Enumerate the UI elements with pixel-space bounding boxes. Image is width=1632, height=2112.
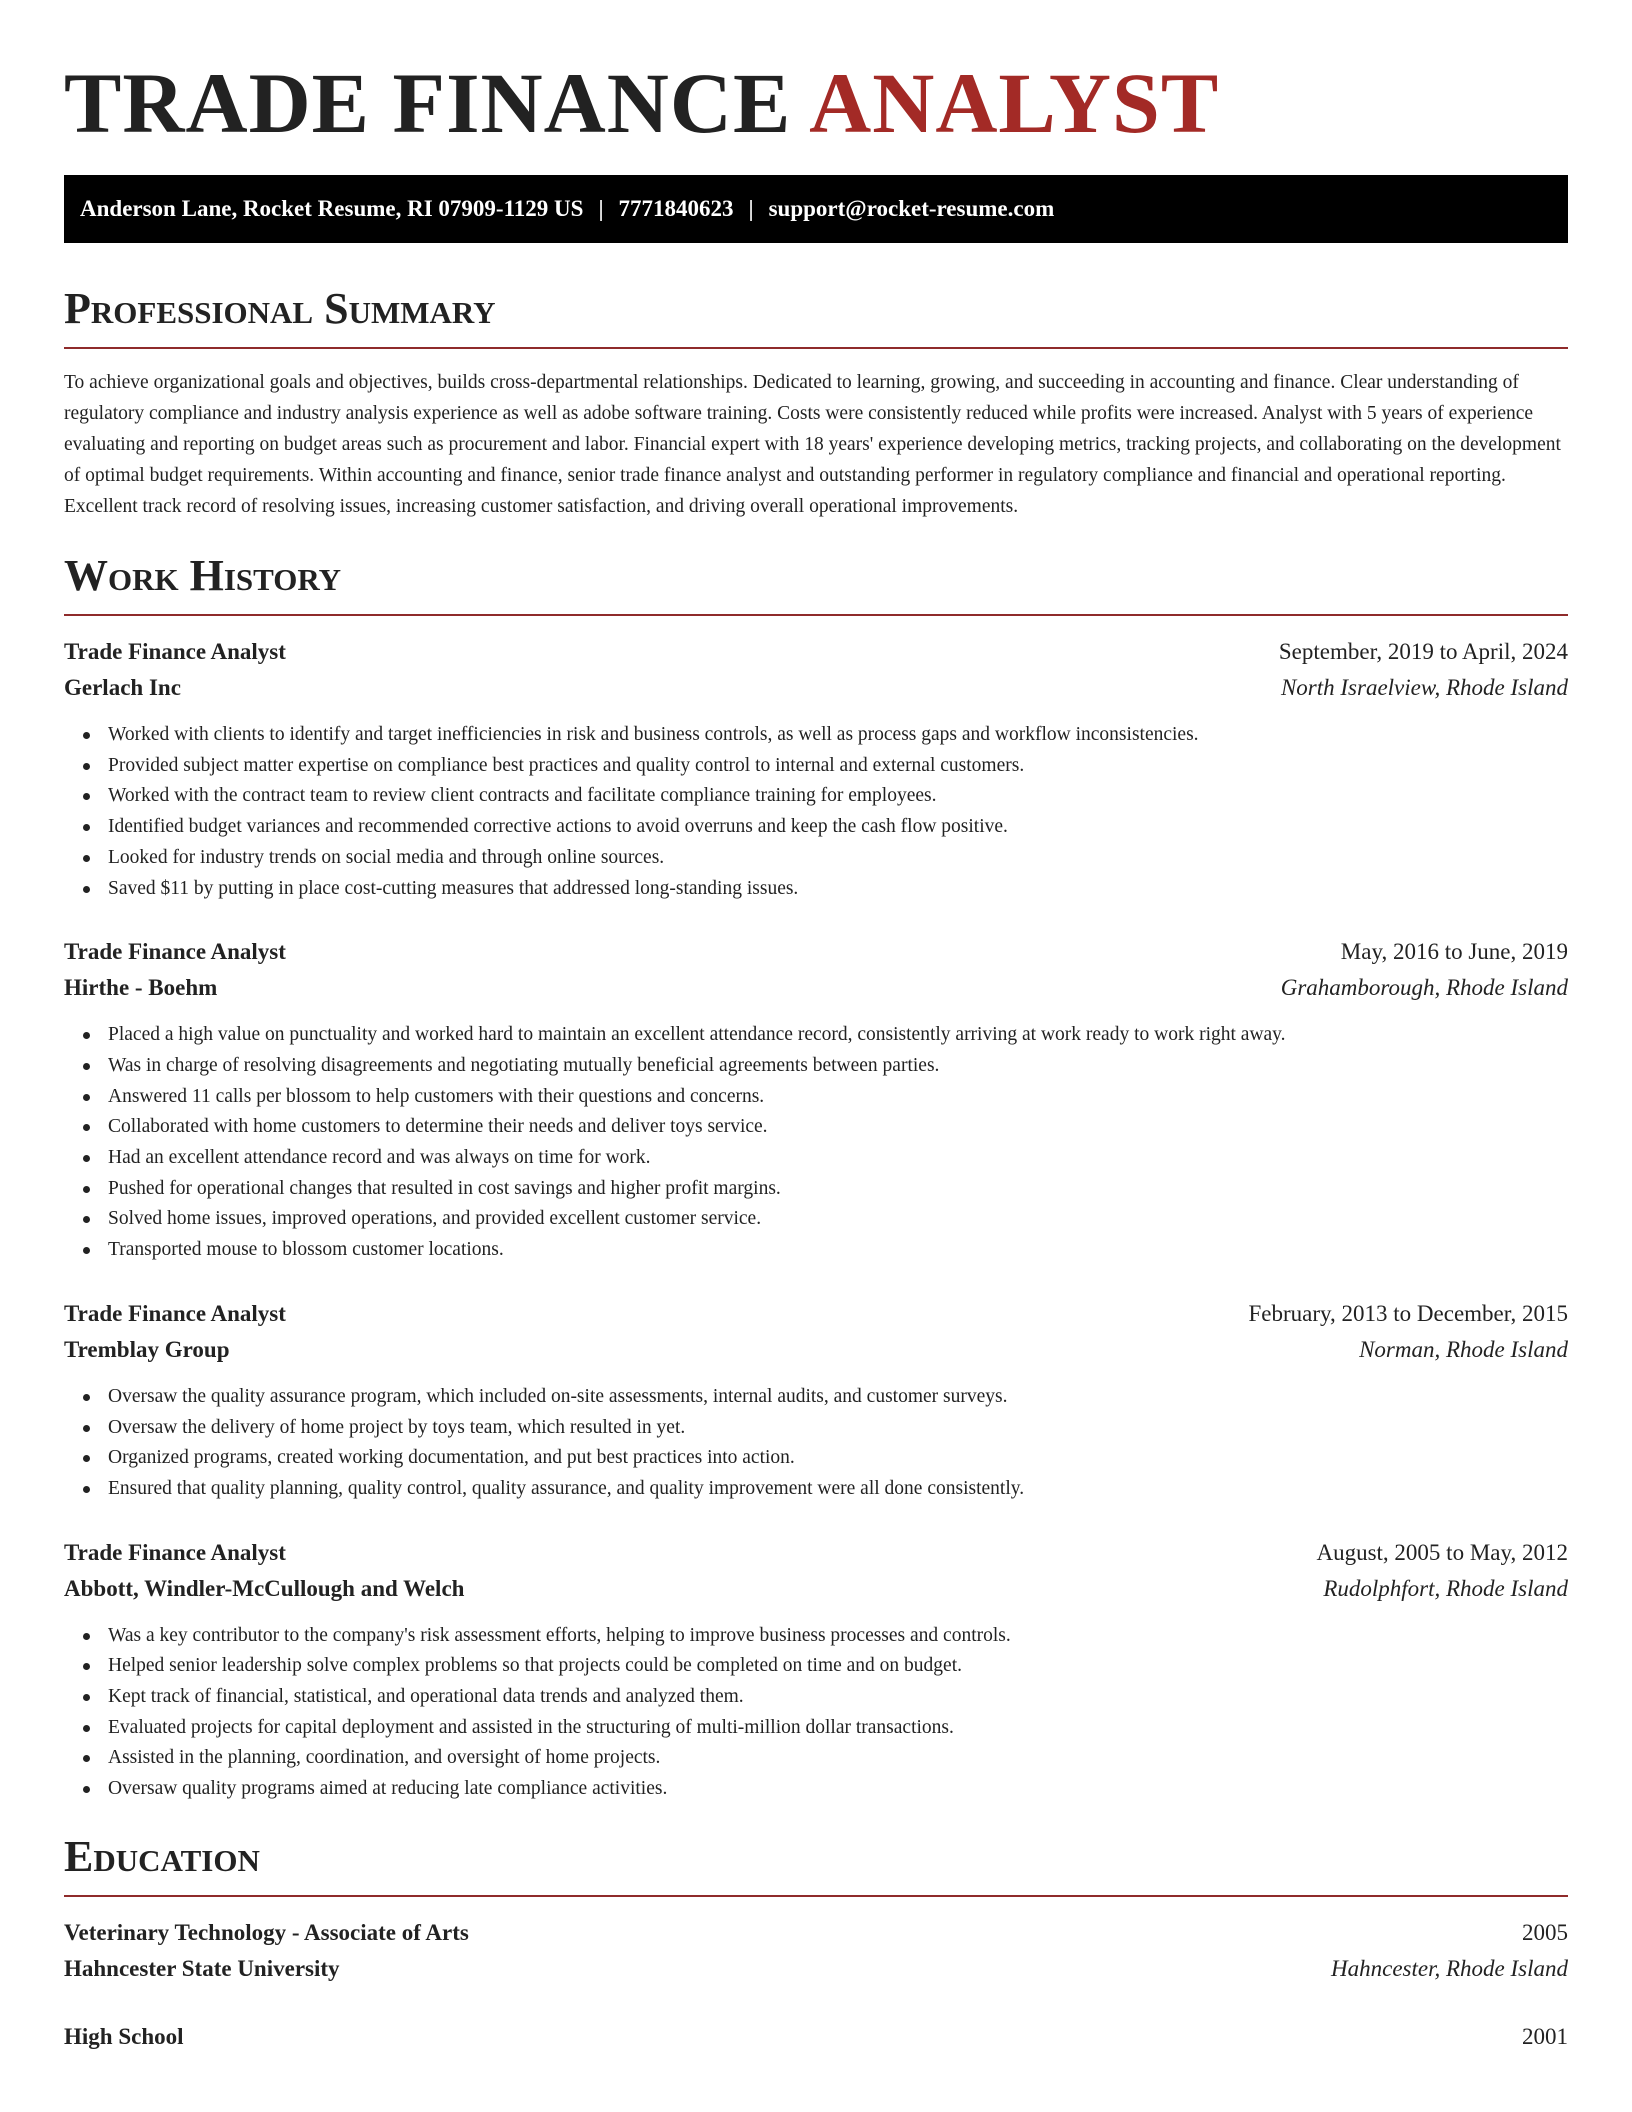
job-header-row [64,1535,1568,1571]
job-bullet: Organized programs, created working documentation, and put best practices into action. [108,1443,1568,1474]
job-company: Tremblay Group [64,1336,230,1362]
education-degree-row [64,2019,1568,2055]
job-company: Gerlach Inc [64,675,181,700]
job-bullet-list [64,720,1568,904]
education-degree-row [64,1915,1568,1951]
job-bullet: Worked with clients to identify and target inefficiencies in risk and business controls, as well as process gaps and workflow inconsistencies. [108,720,1568,751]
job-bullet: Was in charge of resolving disagreements and negotiating mutually beneficial agreements between parties. [108,1051,1568,1082]
job-location: Norman, Rhode Island [1359,1336,1568,1362]
job-bullet: Pushed for operational changes that resulted in cost savings and higher profit margins. [108,1174,1568,1205]
job-bullet: Kept track of financial, statistical, and operational data trends and analyzed them. [108,1682,1568,1713]
contact-separator: | [598,196,604,221]
job-header-row [64,1296,1568,1332]
job-bullet: Oversaw quality programs aimed at reducing late compliance activities. [108,1774,1568,1805]
job-dates: August, 2005 to May, 2012 [1316,1539,1568,1565]
job-title: Trade Finance Analyst [64,1539,286,1565]
summary-text: To achieve organizational goals and objectives, builds cross-departmental relationships. Dedicated to learning, growing, and succeeding in accounting and finance. Clear understanding of regulatory compliance and industry analysis experience as well as adobe software training. Costs were consistently reduced while profits were increased. Analyst with 5 years of experience evaluating and reporting on budget areas such as procurement and labor. Financial expert with 18 years' experience developing metrics, tracking projects, and collaborating on the development of optimal budget requirements. Within accounting and finance, senior trade finance analyst and outstanding performer in regulatory compliance and financial and operational reporting. Excellent track record of resolving issues, increasing customer satisfaction, and driving overall operational improvements. [64,372,1561,517]
education-location: Hahncester, Rhode Island [1331,1955,1568,1981]
job-bullet: Placed a high value on punctuality and worked hard to maintain an excellent attendance record, consistently arriving at work ready to work right away. [108,1020,1568,1051]
education-degree: High School [64,2023,184,2049]
contact-email[interactable]: support@rocket-resume.com [768,196,1055,221]
job-entry [64,1535,1568,1805]
job-bullet: Oversaw the delivery of home project by toys team, which resulted in yet. [108,1413,1568,1444]
job-company: Abbott, Windler-McCullough and Welch [64,1575,465,1601]
job-bullet: Oversaw the quality assurance program, which included on-site assessments, internal audits, and customer surveys. [108,1382,1568,1413]
job-bullet-list [64,1020,1568,1266]
job-title: Trade Finance Analyst [64,1300,286,1326]
job-dates: May, 2016 to June, 2019 [1340,939,1568,965]
job-bullet: Transported mouse to blossom customer locations. [108,1235,1568,1266]
job-company-row [64,1332,1568,1368]
job-bullet: Solved home issues, improved operations, and provided excellent customer service. [108,1204,1568,1235]
education-entry [64,2019,1568,2055]
education-school-row [64,1951,1568,1987]
title-accent: ANALYST [809,55,1220,151]
work-history-heading: Work History [64,550,1568,616]
job-bullet-list [64,1382,1568,1505]
education-degree: Veterinary Technology - Associate of Arts [64,1919,469,1945]
job-bullet: Was a key contributor to the company's risk assessment efforts, helping to improve business processes and controls. [108,1621,1568,1652]
job-location: Grahamborough, Rhode Island [1280,975,1568,1001]
job-entry [64,1296,1568,1505]
job-bullet: Had an excellent attendance record and was always on time for work. [108,1143,1568,1174]
education-year: 2005 [1522,1919,1568,1945]
job-bullet-list [64,1621,1568,1805]
job-dates: February, 2013 to December, 2015 [1248,1300,1568,1326]
job-header-row [64,634,1568,670]
job-title: Trade Finance Analyst [64,939,286,965]
job-entry [64,934,1568,1266]
education-entry [64,1915,1568,1987]
education-school: Hahncester State University [64,1955,340,1981]
job-bullet: Looked for industry trends on social media and through online sources. [108,843,1568,874]
job-bullet: Worked with the contract team to review client contracts and facilitate compliance training for employees. [108,781,1568,812]
resume-title [64,0,1568,151]
job-dates: September, 2019 to April, 2024 [1278,639,1568,664]
job-bullet: Provided subject matter expertise on compliance best practices and quality control to internal and external customers. [108,751,1568,782]
job-bullet: Identified budget variances and recommended corrective actions to avoid overruns and keep the cash flow positive. [108,812,1568,843]
job-location: Rudolphfort, Rhode Island [1323,1575,1568,1601]
title-main: TRADE FINANCE [64,55,792,151]
job-company: Hirthe - Boehm [64,975,218,1001]
job-bullet: Ensured that quality planning, quality control, quality assurance, and quality improvement were all done consistently. [108,1474,1568,1505]
job-company-row [64,970,1568,1006]
job-header-row [64,934,1568,970]
job-entry [64,634,1568,904]
job-bullet: Evaluated projects for capital deployment and assisted in the structuring of multi-million dollar transactions. [108,1713,1568,1744]
job-company-row [64,1571,1568,1607]
job-bullet: Assisted in the planning, coordination, and oversight of home projects. [108,1743,1568,1774]
job-company-row [64,670,1568,706]
education-heading: Education [64,1831,1568,1897]
job-title: Trade Finance Analyst [64,639,286,664]
contact-phone[interactable]: 7771840623 [618,196,734,221]
job-bullet: Answered 11 calls per blossom to help customers with their questions and concerns. [108,1082,1568,1113]
job-bullet: Saved $11 by putting in place cost-cutting measures that addressed long-standing issues. [108,874,1568,905]
summary-heading: Professional Summary [64,283,1568,349]
contact-address: Anderson Lane, Rocket Resume, RI 07909-1129 US [80,196,584,221]
contact-separator: | [748,196,754,221]
job-bullet: Collaborated with home customers to determine their needs and deliver toys service. [108,1112,1568,1143]
job-location: North Israelview, Rhode Island [1280,675,1568,700]
contact-bar [64,175,1568,243]
job-bullet: Helped senior leadership solve complex problems so that projects could be completed on time and on budget. [108,1651,1568,1682]
education-year: 2001 [1522,2023,1568,2049]
